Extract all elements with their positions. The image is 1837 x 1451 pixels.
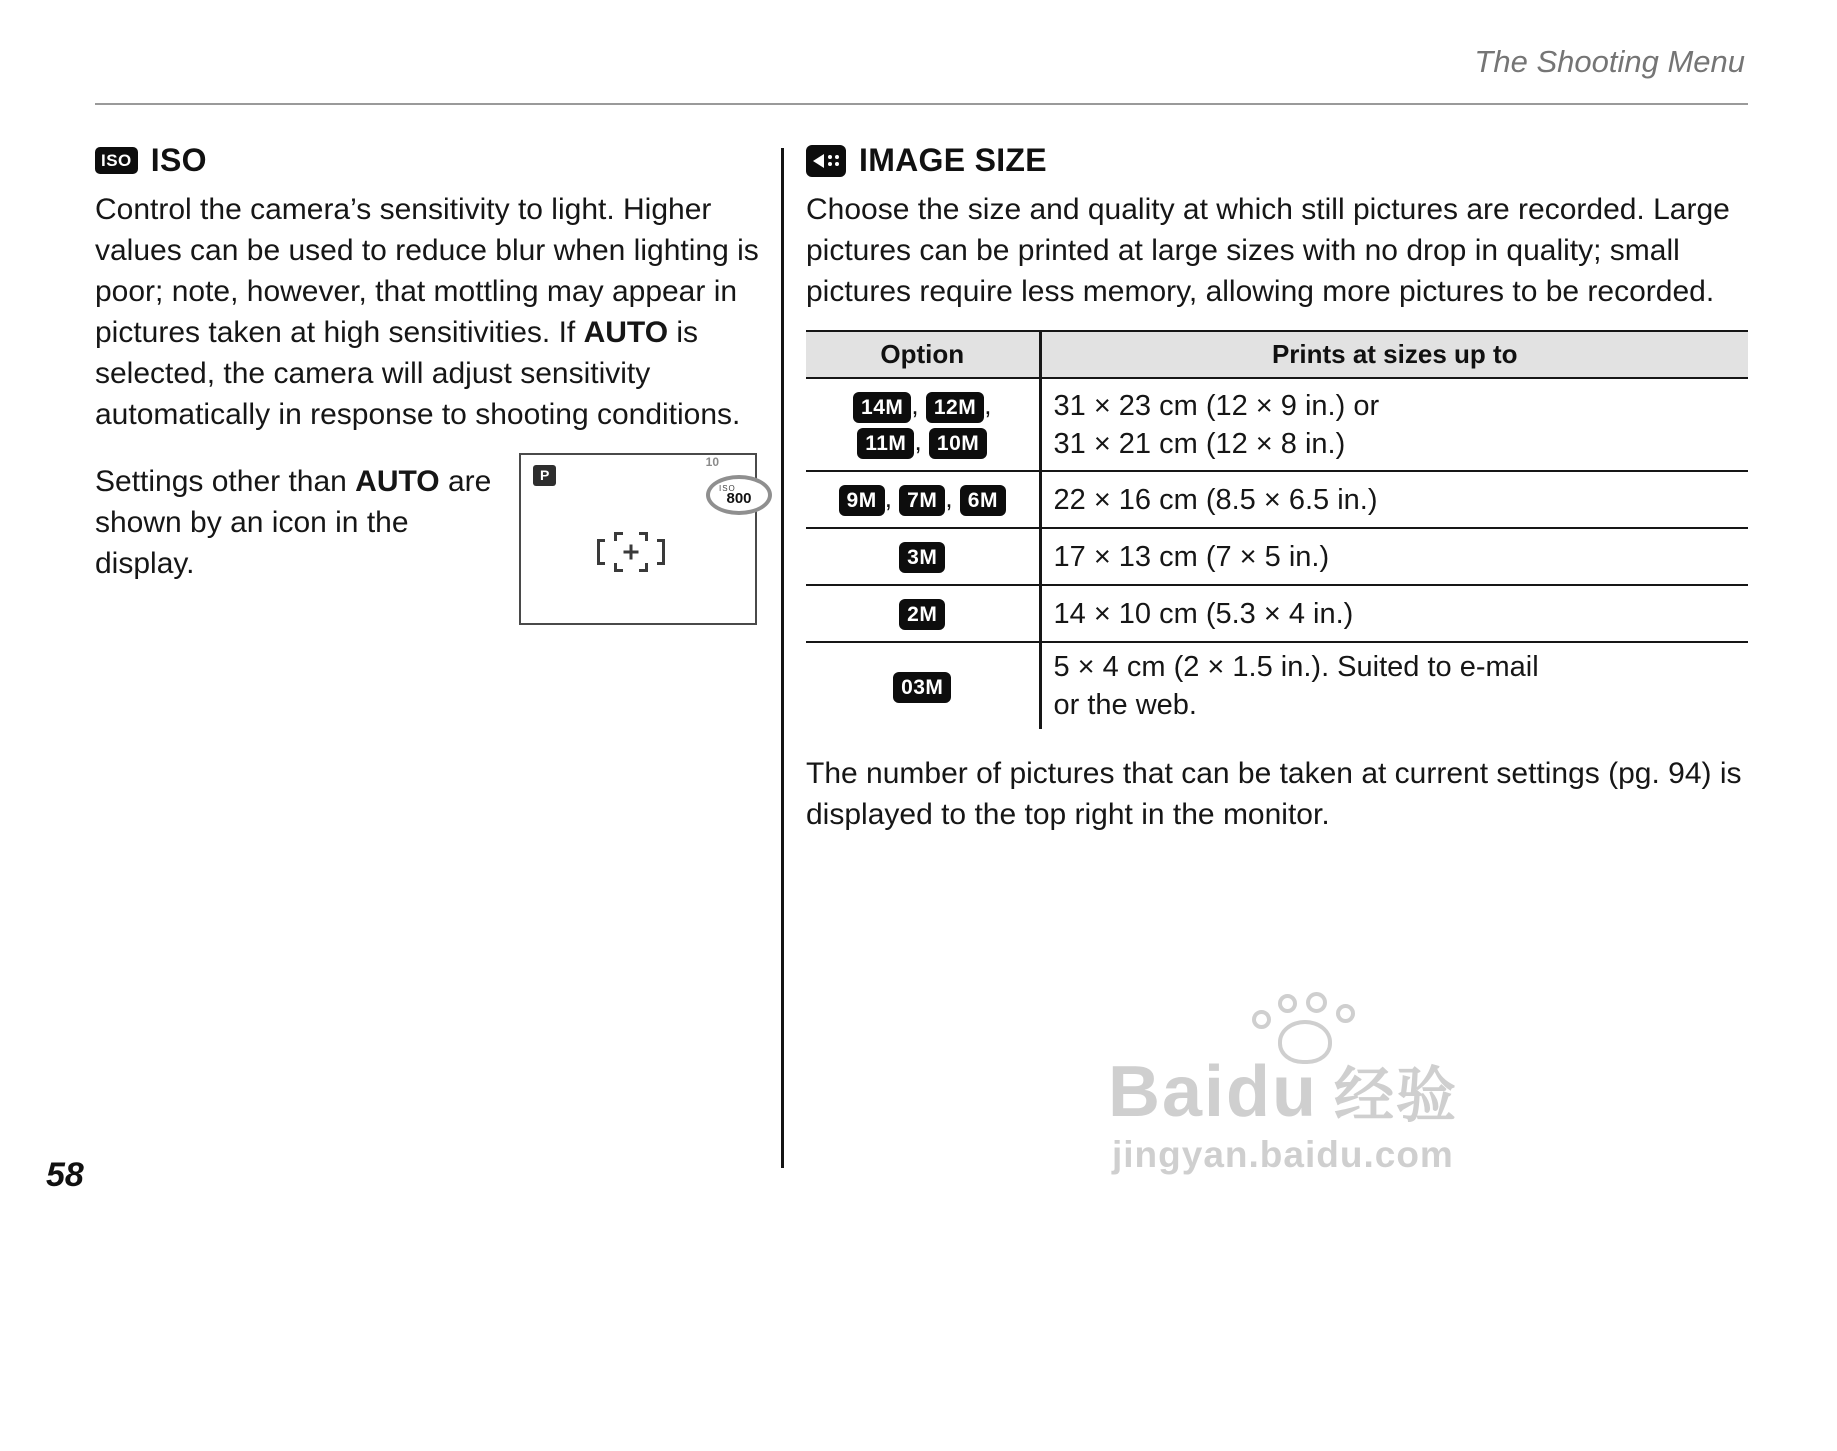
focus-crosshair	[629, 545, 632, 560]
arrow-left-icon	[813, 154, 824, 168]
badge-line	[810, 540, 1035, 573]
table-row	[806, 378, 1748, 471]
auto-keyword: AUTO	[355, 465, 440, 498]
iso-paragraph	[95, 189, 773, 435]
table-row	[806, 642, 1748, 729]
iso-icon: ISO	[95, 147, 138, 174]
prints-cell	[1040, 471, 1748, 528]
focus-corner	[614, 563, 623, 572]
focus-frame-icon	[597, 532, 665, 572]
size-badge: 7M	[899, 485, 945, 516]
watermark-url: jingyan.baidu.com	[1112, 1134, 1454, 1175]
focus-corner	[639, 532, 648, 541]
badge-line	[810, 670, 1035, 703]
prints-cell	[1040, 642, 1748, 729]
iso-indicator-label: ISO	[719, 483, 736, 493]
size-badge: 3M	[899, 542, 945, 573]
size-badge: 14M	[853, 392, 911, 423]
image-size-paragraph: Choose the size and quality at which still pictures are recorded. Large pictures can be printed at large sizes with no drop in quality; small pictures require less memory, allowing more pictures to be recorded.	[806, 193, 1730, 308]
paw-toe	[1278, 994, 1297, 1013]
size-badge: 9M	[839, 485, 885, 516]
badge-line	[810, 597, 1035, 630]
table-row	[806, 471, 1748, 528]
iso-heading	[95, 142, 773, 179]
dots-icon	[828, 155, 839, 166]
prints-line: 31 × 23 cm (12 × 9 in.) or	[1053, 389, 1380, 422]
option-cell	[806, 585, 1040, 642]
focus-outer-left	[597, 539, 605, 565]
page-header: The Shooting Menu	[1474, 44, 1745, 79]
prints-line: 5 × 4 cm (2 × 1.5 in.). Suited to e-mail	[1053, 651, 1539, 683]
image-size-title: IMAGE SIZE	[859, 142, 1047, 178]
iso-indicator-circled	[706, 475, 772, 515]
shooting-mode-badge: P	[533, 465, 556, 486]
paw-toe	[1336, 1004, 1355, 1023]
image-size-note: The number of pictures that can be taken at current settings (pg. 94) is displayed to the top right in the monitor.	[806, 757, 1742, 831]
prints-cell	[1040, 585, 1748, 642]
image-size-heading	[806, 142, 1748, 179]
camera-display-illustration	[519, 453, 757, 625]
paw-toe	[1252, 1010, 1271, 1029]
auto-keyword: AUTO	[583, 316, 669, 349]
prints-line: or the web.	[1053, 689, 1197, 721]
iso-settings-note	[95, 455, 773, 625]
badge-line: 9M , 7M , 6M	[810, 483, 1035, 516]
table-header-option: Option	[806, 331, 1040, 378]
iso-indicator-value: 800	[726, 489, 752, 507]
badge-line: 11M , 10M	[810, 426, 1035, 459]
size-badge: 6M	[960, 485, 1006, 516]
size-badge: 2M	[899, 599, 945, 630]
iso-title: ISO	[150, 142, 207, 178]
table-header-prints: Prints at sizes up to	[1040, 331, 1748, 378]
size-badge: 11M	[857, 428, 914, 459]
size-badge: 12M	[926, 392, 984, 423]
badge-line: 14M , 12M ,	[810, 390, 1035, 423]
paragraph-text: Control the camera’s sensitivity to light. Higher values can be used to reduce blur when lighting is poor; note, however, that mottling may appear in pictures taken at high sensitivities. If	[95, 193, 759, 349]
page-number: 58	[46, 1156, 84, 1194]
table-header-row	[806, 331, 1748, 378]
table-row	[806, 585, 1748, 642]
table-row	[806, 528, 1748, 585]
iso-section	[95, 142, 773, 625]
paragraph-text: Settings other than	[95, 465, 356, 498]
image-size-section	[806, 142, 1748, 835]
prints-cell	[1040, 528, 1748, 585]
focus-outer-right	[657, 539, 665, 565]
settings-paragraph	[95, 461, 495, 625]
prints-line: 31 × 21 cm (12 × 8 in.)	[1053, 427, 1346, 460]
prints-line: 14 × 10 cm (5.3 × 4 in.)	[1053, 597, 1354, 630]
watermark-brand	[1108, 1048, 1458, 1134]
paragraph-text: are shown by an icon in the display.	[95, 465, 492, 580]
size-badge: 03M	[893, 672, 951, 703]
option-cell	[806, 528, 1040, 585]
size-badge: 10M	[929, 428, 987, 459]
watermark-brand-cn: 经验	[1334, 1062, 1459, 1129]
focus-corner	[639, 563, 648, 572]
prints-line: 22 × 16 cm (8.5 × 6.5 in.)	[1053, 483, 1378, 516]
frames-remaining-value: 10	[705, 455, 719, 469]
focus-corner	[614, 532, 623, 541]
image-size-table	[806, 330, 1748, 729]
baidu-watermark	[1108, 992, 1508, 1192]
prints-cell	[1040, 378, 1748, 471]
paw-toe	[1306, 992, 1327, 1013]
option-cell	[806, 378, 1040, 471]
paragraph-text: is selected, the camera will adjust sensitivity automatically in response to shooting conditions.	[95, 316, 741, 431]
column-divider	[781, 148, 784, 1168]
prints-line: 17 × 13 cm (7 × 5 in.)	[1053, 540, 1330, 573]
header-divider	[95, 103, 1748, 105]
watermark-brand-latin: Baidu	[1108, 1052, 1319, 1132]
image-size-icon	[806, 145, 846, 177]
option-cell	[806, 642, 1040, 729]
option-cell	[806, 471, 1040, 528]
